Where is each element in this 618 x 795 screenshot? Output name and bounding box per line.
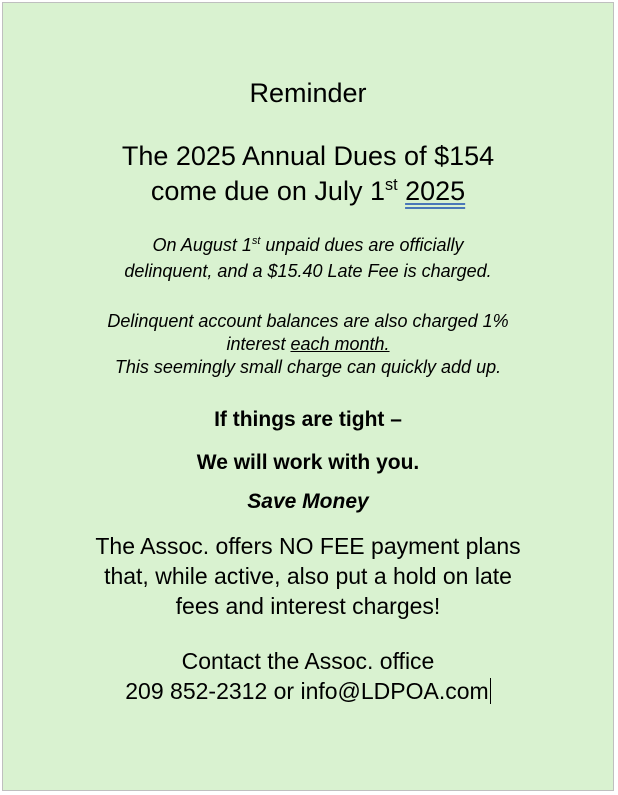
payment-plans-line-3: fees and interest charges! <box>175 593 441 619</box>
due-date-line <box>3 176 613 207</box>
contact-line-2 <box>3 678 613 705</box>
callout-tight: If things are tight – <box>214 408 402 431</box>
payment-plans-line-1: The Assoc. offers NO FEE payment plans <box>95 533 521 559</box>
interest-line-2 <box>3 334 613 355</box>
payment-plans-line-2: that, while active, also put a hold on late <box>104 563 512 589</box>
callout-work-with-you: We will work with you. <box>196 451 420 474</box>
due-date-ordinal: st <box>384 176 398 194</box>
document-page <box>2 2 614 791</box>
interest-prefix: interest <box>226 334 291 354</box>
text-cursor <box>490 678 491 704</box>
interest-line-1: Delinquent account balances are also charged 1% <box>107 311 509 331</box>
delinquency-date-prefix: On August 1 <box>152 235 252 255</box>
contact-line-1: Contact the Assoc. office <box>181 648 435 674</box>
annual-dues-line: The 2025 Annual Dues of $154 <box>121 141 495 171</box>
interest-each-month: each month. <box>290 334 390 354</box>
due-date-year: 2025 <box>405 176 466 206</box>
interest-line-3: This seemingly small charge can quickly add up. <box>114 357 502 377</box>
delinquency-suffix: unpaid dues are officially <box>260 235 464 255</box>
due-date-prefix: come due on July 1 <box>150 176 385 206</box>
delinquency-line-1 <box>3 235 613 256</box>
delinquency-date-ordinal: st <box>251 235 261 247</box>
delinquency-line-2: delinquent, and a $15.40 Late Fee is charged. <box>124 261 492 281</box>
contact-details: 209 852-2312 or info@LDPOA.com <box>125 678 489 704</box>
callout-save-money: Save Money <box>247 490 369 513</box>
reminder-heading: Reminder <box>249 78 367 108</box>
